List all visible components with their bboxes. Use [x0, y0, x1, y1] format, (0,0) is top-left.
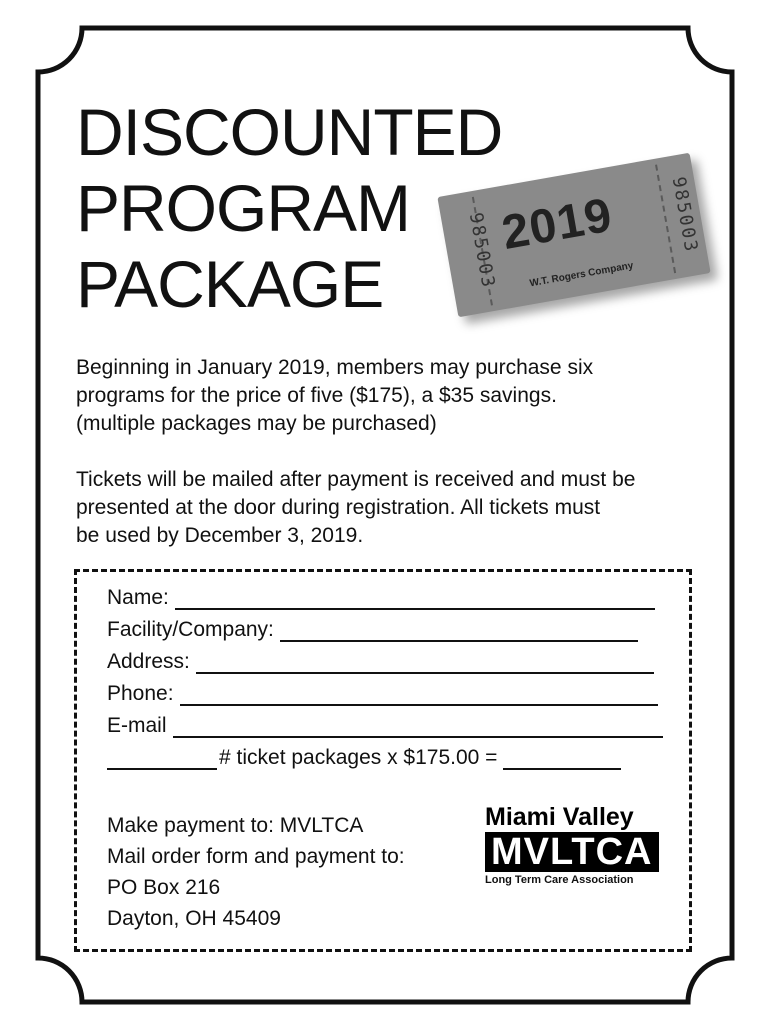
payment-instructions: [107, 810, 405, 934]
ticket-serial-right: 985003: [667, 175, 702, 255]
payment-line: Mail order form and payment to:: [107, 845, 405, 868]
tickets-note-line: be used by December 3, 2019.: [76, 524, 364, 547]
intro-line: programs for the price of five ($175), a $35 savings.: [76, 384, 557, 407]
name-row: [107, 586, 655, 610]
tickets-note-line: presented at the door during registration. All tickets must: [76, 496, 601, 519]
packages-label: # ticket packages x $175.00 =: [219, 746, 498, 769]
tickets-note-line: Tickets will be mailed after payment is received and must be: [76, 468, 636, 491]
total-amount-field[interactable]: [503, 746, 621, 770]
ticket: [437, 153, 710, 318]
title-line-2: PROGRAM: [76, 171, 411, 245]
intro-paragraph: [76, 354, 593, 438]
address-row: [107, 650, 654, 674]
name-label: Name:: [107, 586, 169, 609]
name-field[interactable]: [175, 586, 655, 610]
logo-line-2: MVLTCA: [485, 832, 659, 872]
logo-line-3: Long Term Care Association: [485, 874, 634, 886]
tickets-note-paragraph: [76, 466, 635, 550]
phone-row: [107, 682, 658, 706]
facility-field[interactable]: [280, 618, 638, 642]
order-form: [74, 569, 692, 952]
packages-row: [107, 746, 621, 770]
ticket-year: 2019: [498, 188, 617, 260]
logo-line-1: Miami Valley: [485, 803, 634, 831]
intro-line: Beginning in January 2019, members may purchase six: [76, 356, 594, 379]
email-label: E-mail: [107, 714, 167, 737]
address-field[interactable]: [196, 650, 654, 674]
title-line-3: PACKAGE: [76, 247, 384, 321]
payment-line: Dayton, OH 45409: [107, 907, 281, 930]
mvltca-logo: [485, 804, 667, 886]
payment-line: Make payment to: MVLTCA: [107, 814, 364, 837]
phone-label: Phone:: [107, 682, 174, 705]
payment-line: PO Box 216: [107, 876, 221, 899]
intro-line: (multiple packages may be purchased): [76, 412, 437, 435]
ticket-maker: W.T. Rogers Company: [528, 260, 635, 290]
address-label: Address:: [107, 650, 190, 673]
facility-row: [107, 618, 638, 642]
title-line-1: DISCOUNTED: [76, 95, 503, 169]
ticket-serial-left: 985003: [464, 210, 499, 291]
facility-label: Facility/Company:: [107, 618, 274, 641]
email-row: [107, 714, 663, 738]
phone-field[interactable]: [180, 682, 658, 706]
email-field[interactable]: [173, 714, 663, 738]
package-quantity-field[interactable]: [107, 746, 217, 770]
